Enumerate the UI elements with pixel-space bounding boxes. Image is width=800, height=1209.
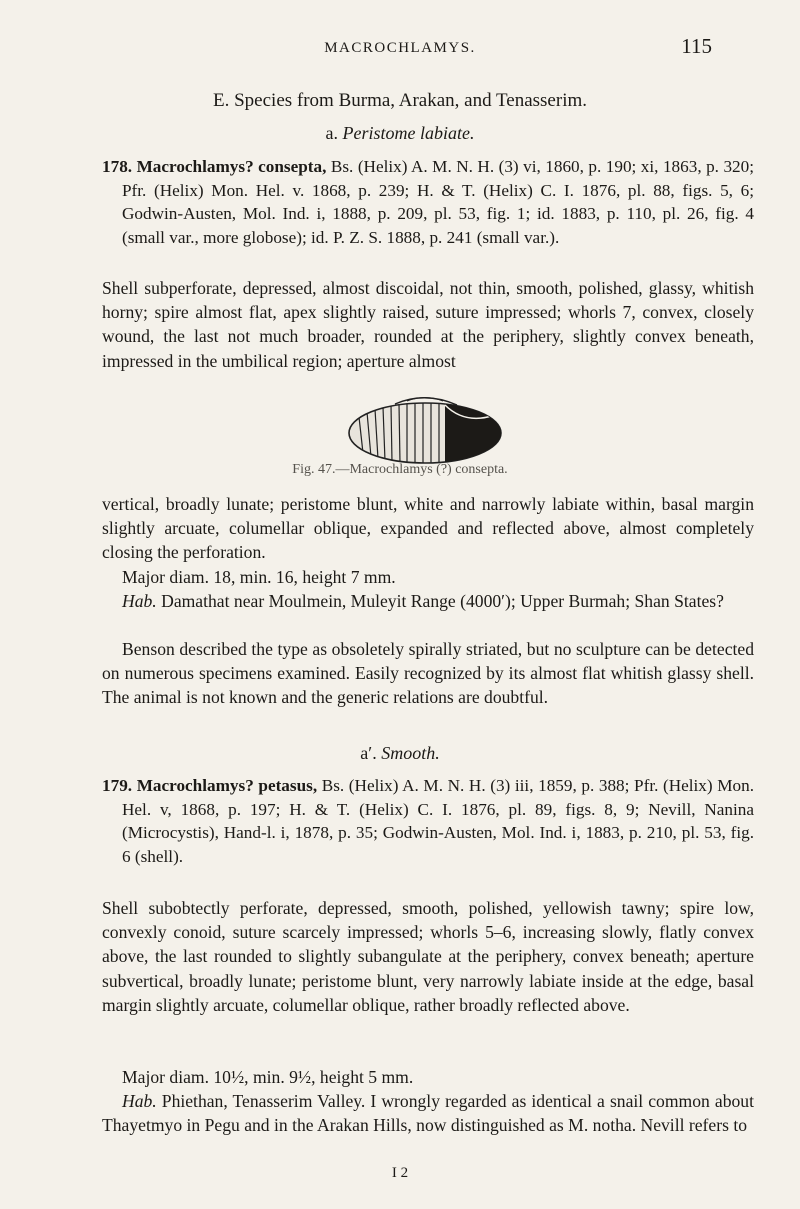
page-number: 115 [681,34,712,58]
running-head [0,34,800,64]
species-name: Macrochlamys? consepta, [136,157,327,176]
species-179-entry [102,774,754,868]
species-references: Bs. (Helix) A. M. N. H. (3) vi, 1860, p. 190; xi, 1863, p. 320; Pfr. (Helix) Mon. Hel. v. 1868, p. 239; H. & T. (Helix) C. I. 1876, pl. 88, figs. 5, 6; Godwin-Austen, Mol. Ind. i, 1888, p. 209, pl. 53, fig. 1; id. 1883, p. 110, pl. 26, fig. 4 (small var., more globose); id. P. Z. S. 1888, p. 241 (small var.). [122,157,755,247]
habitat-text: Phiethan, Tenasserim Valley. I wrongly regarded as identical a snail common about Thayetmyo in Pegu and in the Arakan Hills, now distinguished as M. notha. Nevill refers to [102,1091,754,1136]
habitat-label: Hab. [122,1091,157,1111]
subsection-label: Peristome labiate. [342,123,475,143]
subsection-label: Smooth. [381,743,440,763]
species-number: 178. [102,157,133,176]
subsection-letter: a. [325,123,338,143]
species-179-description: Shell subobtectly perforate, depressed, smooth, polished, yellowish tawny; spire low, convexly conoid, suture scarcely impressed; whorls 5–6, increasing slowly, flatly convex above, the last rounded to slightly subangulate at the periphery, convex beneath; aperture subvertical, broadly lunate; peristome blunt, very narrowly labiate inside at the edge, basal margin slightly arcuate, columellar oblique, rather broadly reflected above. [102,898,754,1015]
section-heading: E. Species from Burma, Arakan, and Tenasserim. [213,90,587,111]
subsection-heading-a [0,123,800,144]
species-references: Bs. (Helix) A. M. N. H. (3) iii, 1859, p. 388; Pfr. (Helix) Mon. Hel. v, 1868, p. 197; H. & T. (Helix) C. I. 1876, pl. 89, figs. 8, 9; Nevill, Nanina (Microcystis), Hand-l. i, 1878, p. 35; Godwin-Austen, Mol. Ind. i, 1883, p. 210, pl. 53, fig. 6 (shell). [122,776,754,866]
species-178-dimensions: Major diam. 18, min. 16, height 7 mm. [122,567,396,587]
species-178-notes: Benson described the type as obsoletely spirally striated, but no sculpture can be detected on numerous specimens examined. Easily recognized by its almost flat whitish glassy shell. The animal is not known and the generic relations are doubtful. [102,639,754,708]
species-178-habitat [102,589,754,613]
species-178-description: Shell subperforate, depressed, almost discoidal, not thin, smooth, polished, glassy, whitish horny; spire almost flat, apex slightly raised, suture impressed; whorls 7, convex, closely wound, the last not much broader, rounded at the periphery, slightly convex beneath, impressed in the umbilical region; aperture almost [102,278,754,371]
shell-figure [345,395,505,465]
running-title: MACROCHLAMYS. [324,40,476,56]
species-179-habitat [102,1089,754,1137]
subsection-letter: a′. [360,743,377,763]
species-179-dimensions: Major diam. 10½, min. 9½, height 5 mm. [122,1067,414,1087]
subsection-heading-a-prime [0,743,800,764]
printer-signature: I 2 [391,1165,409,1181]
habitat-text: Damathat near Moulmein, Muleyit Range (4000′); Upper Burmah; Shan States? [161,591,724,611]
species-number: 179. [102,776,133,795]
habitat-label: Hab. [122,591,157,611]
figure-caption: Fig. 47.—Macrochlamys (?) consepta. [292,462,508,477]
species-178-description-continued: vertical, broadly lunate; peristome blunt, white and narrowly labiate within, basal margin slightly arcuate, columellar oblique, expanded and reflected above, almost completely closing the perforation. [102,494,754,563]
species-178-entry [102,155,754,249]
species-name: Macrochlamys? petasus, [136,776,318,795]
